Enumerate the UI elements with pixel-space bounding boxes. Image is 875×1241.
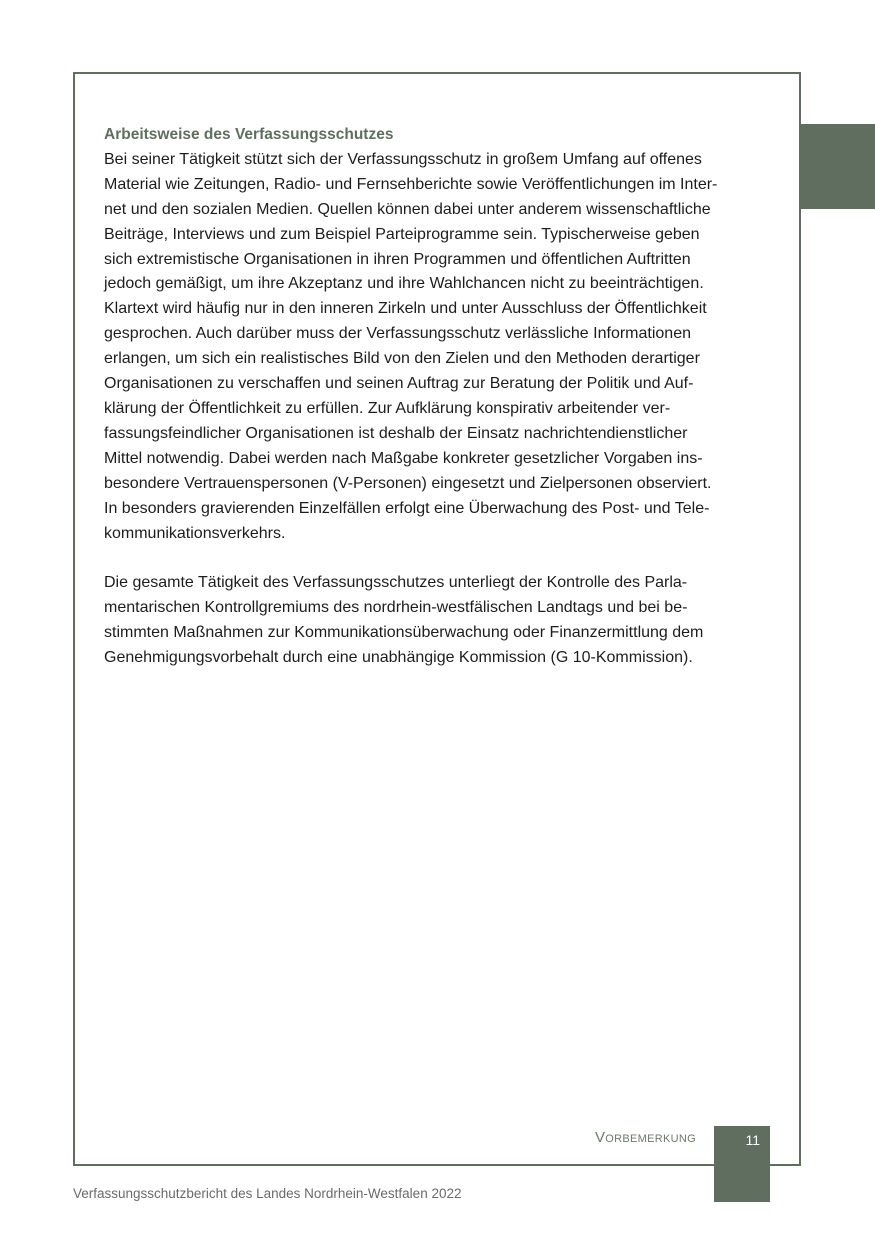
text-line: Klartext wird häufig nur in den inneren Zirkeln und unter Ausschluss der Öffentlichkeit — [104, 300, 707, 318]
paragraph-2 — [104, 571, 770, 671]
text-line: kommunikationsverkehrs. — [104, 524, 286, 542]
text-line: Organisationen zu verschaffen und seinen Auftrag zur Beratung der Politik und Auf- — [104, 375, 694, 393]
text-line: Die gesamte Tätigkeit des Verfassungsschutzes unterliegt der Kontrolle des Parla- — [104, 574, 688, 592]
text-line: gesprochen. Auch darüber muss der Verfassungsschutz verlässliche Informationen — [104, 325, 691, 343]
text-line: net und den sozialen Medien. Quellen können dabei unter anderem wissenschaftliche — [104, 200, 711, 218]
text-line: mentarischen Kontrollgremiums des nordrhein-westfälischen Landtags und bei be- — [104, 599, 688, 617]
text-line: Bei seiner Tätigkeit stützt sich der Verfassungsschutz in großem Umfang auf offenes — [104, 150, 702, 168]
text-line: Beiträge, Interviews und zum Beispiel Parteiprogramme sein. Typischerweise geben — [104, 225, 700, 243]
text-line: Material wie Zeitungen, Radio- und Fernsehberichte sowie Veröffentlichungen im Inter- — [104, 175, 718, 193]
text-line: sich extremistische Organisationen in ihren Programmen und öffentlichen Auftritten — [104, 250, 691, 268]
text-line: jedoch gemäßigt, um ihre Akzeptanz und ihre Wahlchancen nicht zu beeinträchtigen. — [104, 275, 704, 293]
page-footer: Verfassungsschutzbericht des Landes Nordrhein-Westfalen 2022 — [73, 1186, 462, 1201]
chapter-tab-marker — [799, 124, 875, 209]
paragraph-spacer — [104, 546, 770, 571]
paragraph-1 — [104, 148, 770, 547]
page-number: 11 — [745, 1132, 760, 1148]
text-line: stimmten Maßnahmen zur Kommunikationsüberwachung oder Finanzermittlung dem — [104, 624, 704, 642]
text-line: erlangen, um sich ein realistisches Bild von den Zielen und den Methoden derartiger — [104, 350, 700, 368]
text-line: besondere Vertrauenspersonen (V-Personen) eingesetzt und Zielpersonen observiert. — [104, 474, 712, 492]
section-heading: Arbeitsweise des Verfassungsschutzes — [104, 126, 394, 143]
main-content — [104, 123, 770, 671]
text-line: Mittel notwendig. Dabei werden nach Maßgabe konkreter gesetzlicher Vorgaben ins- — [104, 449, 703, 467]
text-line: fassungsfeindlicher Organisationen ist deshalb der Einsatz nachrichtendienstlicher — [104, 424, 688, 442]
running-section-label: Vorbemerkung — [594, 1129, 696, 1146]
text-line: klärung der Öffentlichkeit zu erfüllen. Zur Aufklärung konspirativ arbeitender ver- — [104, 399, 671, 417]
page-number-box — [714, 1126, 770, 1202]
text-line: In besonders gravierenden Einzelfällen erfolgt eine Überwachung des Post- und Tele- — [104, 499, 710, 517]
text-line: Genehmigungsvorbehalt durch eine unabhängige Kommission (G 10-Kommission). — [104, 649, 693, 667]
